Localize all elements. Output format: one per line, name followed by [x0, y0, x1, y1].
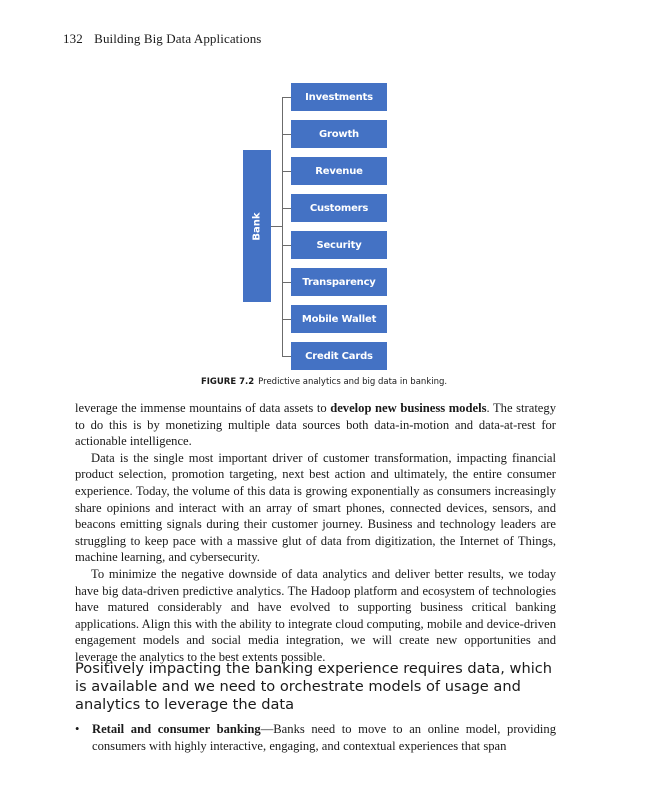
bullet-icon: • [75, 722, 80, 736]
tree-tick [282, 97, 291, 98]
book-title: Building Big Data Applications [94, 31, 262, 46]
bank-root-box [243, 150, 271, 302]
figure-item-revenue: Revenue [291, 157, 387, 185]
root-connector [271, 226, 282, 227]
page-number: 132 [63, 31, 83, 46]
tree-tick [282, 208, 291, 209]
section-heading: Positively impacting the banking experience requires data, which is available and we need to orchestrate models of usage and analytics to leverage the data [75, 660, 553, 713]
paragraph-2: Data is the single most important driver of customer transformation, impacting financial product selection, promotion targeting, next best action and ultimately, the entire consumer experience. Today, the volume of this data is growing exponentially as consumers increasingly share opinions and interact with an array of smart phones, connected devices, sensors, and beacons emitting signals during their customer journey. Business and technology leaders are struggling to keep pace with a massive glut of data from digitization, the Internet of Things, machine learning, and cybersecurity. [75, 450, 556, 565]
tree-tick [282, 171, 291, 172]
figure-bank-analytics [0, 0, 648, 395]
figure-item-credit-cards: Credit Cards [291, 342, 387, 370]
list-item [75, 721, 556, 754]
bank-root-label: Bank [251, 211, 263, 241]
tree-tick [282, 282, 291, 283]
figure-item-customers: Customers [291, 194, 387, 222]
paragraph-1-start: leverage the immense mountains of data assets to [75, 401, 331, 415]
paragraph-1-emphasis: develop new business models [330, 401, 487, 415]
figure-item-mobile-wallet: Mobile Wallet [291, 305, 387, 333]
figure-caption-label: FIGURE 7.2 [200, 377, 255, 387]
paragraph-1-end: . The strategy to do this is by monetizing multiple data sources both data-in-motion and data-at-rest for actionable intelligence. [75, 401, 556, 449]
figure-item-growth: Growth [291, 120, 387, 148]
figure-item-security: Security [291, 231, 387, 259]
tree-tick [282, 134, 291, 135]
body-text [75, 400, 556, 666]
figure-item-investments: Investments [291, 83, 387, 111]
tree-tick [282, 356, 291, 357]
tree-tick [282, 245, 291, 246]
figure-caption [0, 377, 648, 387]
list-item-term: Retail and consumer banking [92, 722, 261, 736]
tree-spine [282, 97, 283, 357]
list-item-text: —Banks need to move to an online model, providing consumers with highly interactive, engaging, and contextual experiences that span [92, 722, 557, 753]
bullet-list [75, 721, 556, 754]
tree-tick [282, 319, 291, 320]
figure-item-transparency: Transparency [291, 268, 387, 296]
figure-caption-text: Predictive analytics and big data in banking. [258, 377, 448, 387]
paragraph-3: To minimize the negative downside of data analytics and deliver better results, we today have big data-driven predictive analytics. The Hadoop platform and ecosystem of technologies have matured considerably and have evolved to supporting business critical banking applications. Align this with the ability to integrate cloud computing, mobile and device-driven engagement models and social media integration, we will create new opportunities and leverage the analytics to the best extents possible. [75, 566, 556, 664]
paragraph-1 [75, 400, 556, 450]
